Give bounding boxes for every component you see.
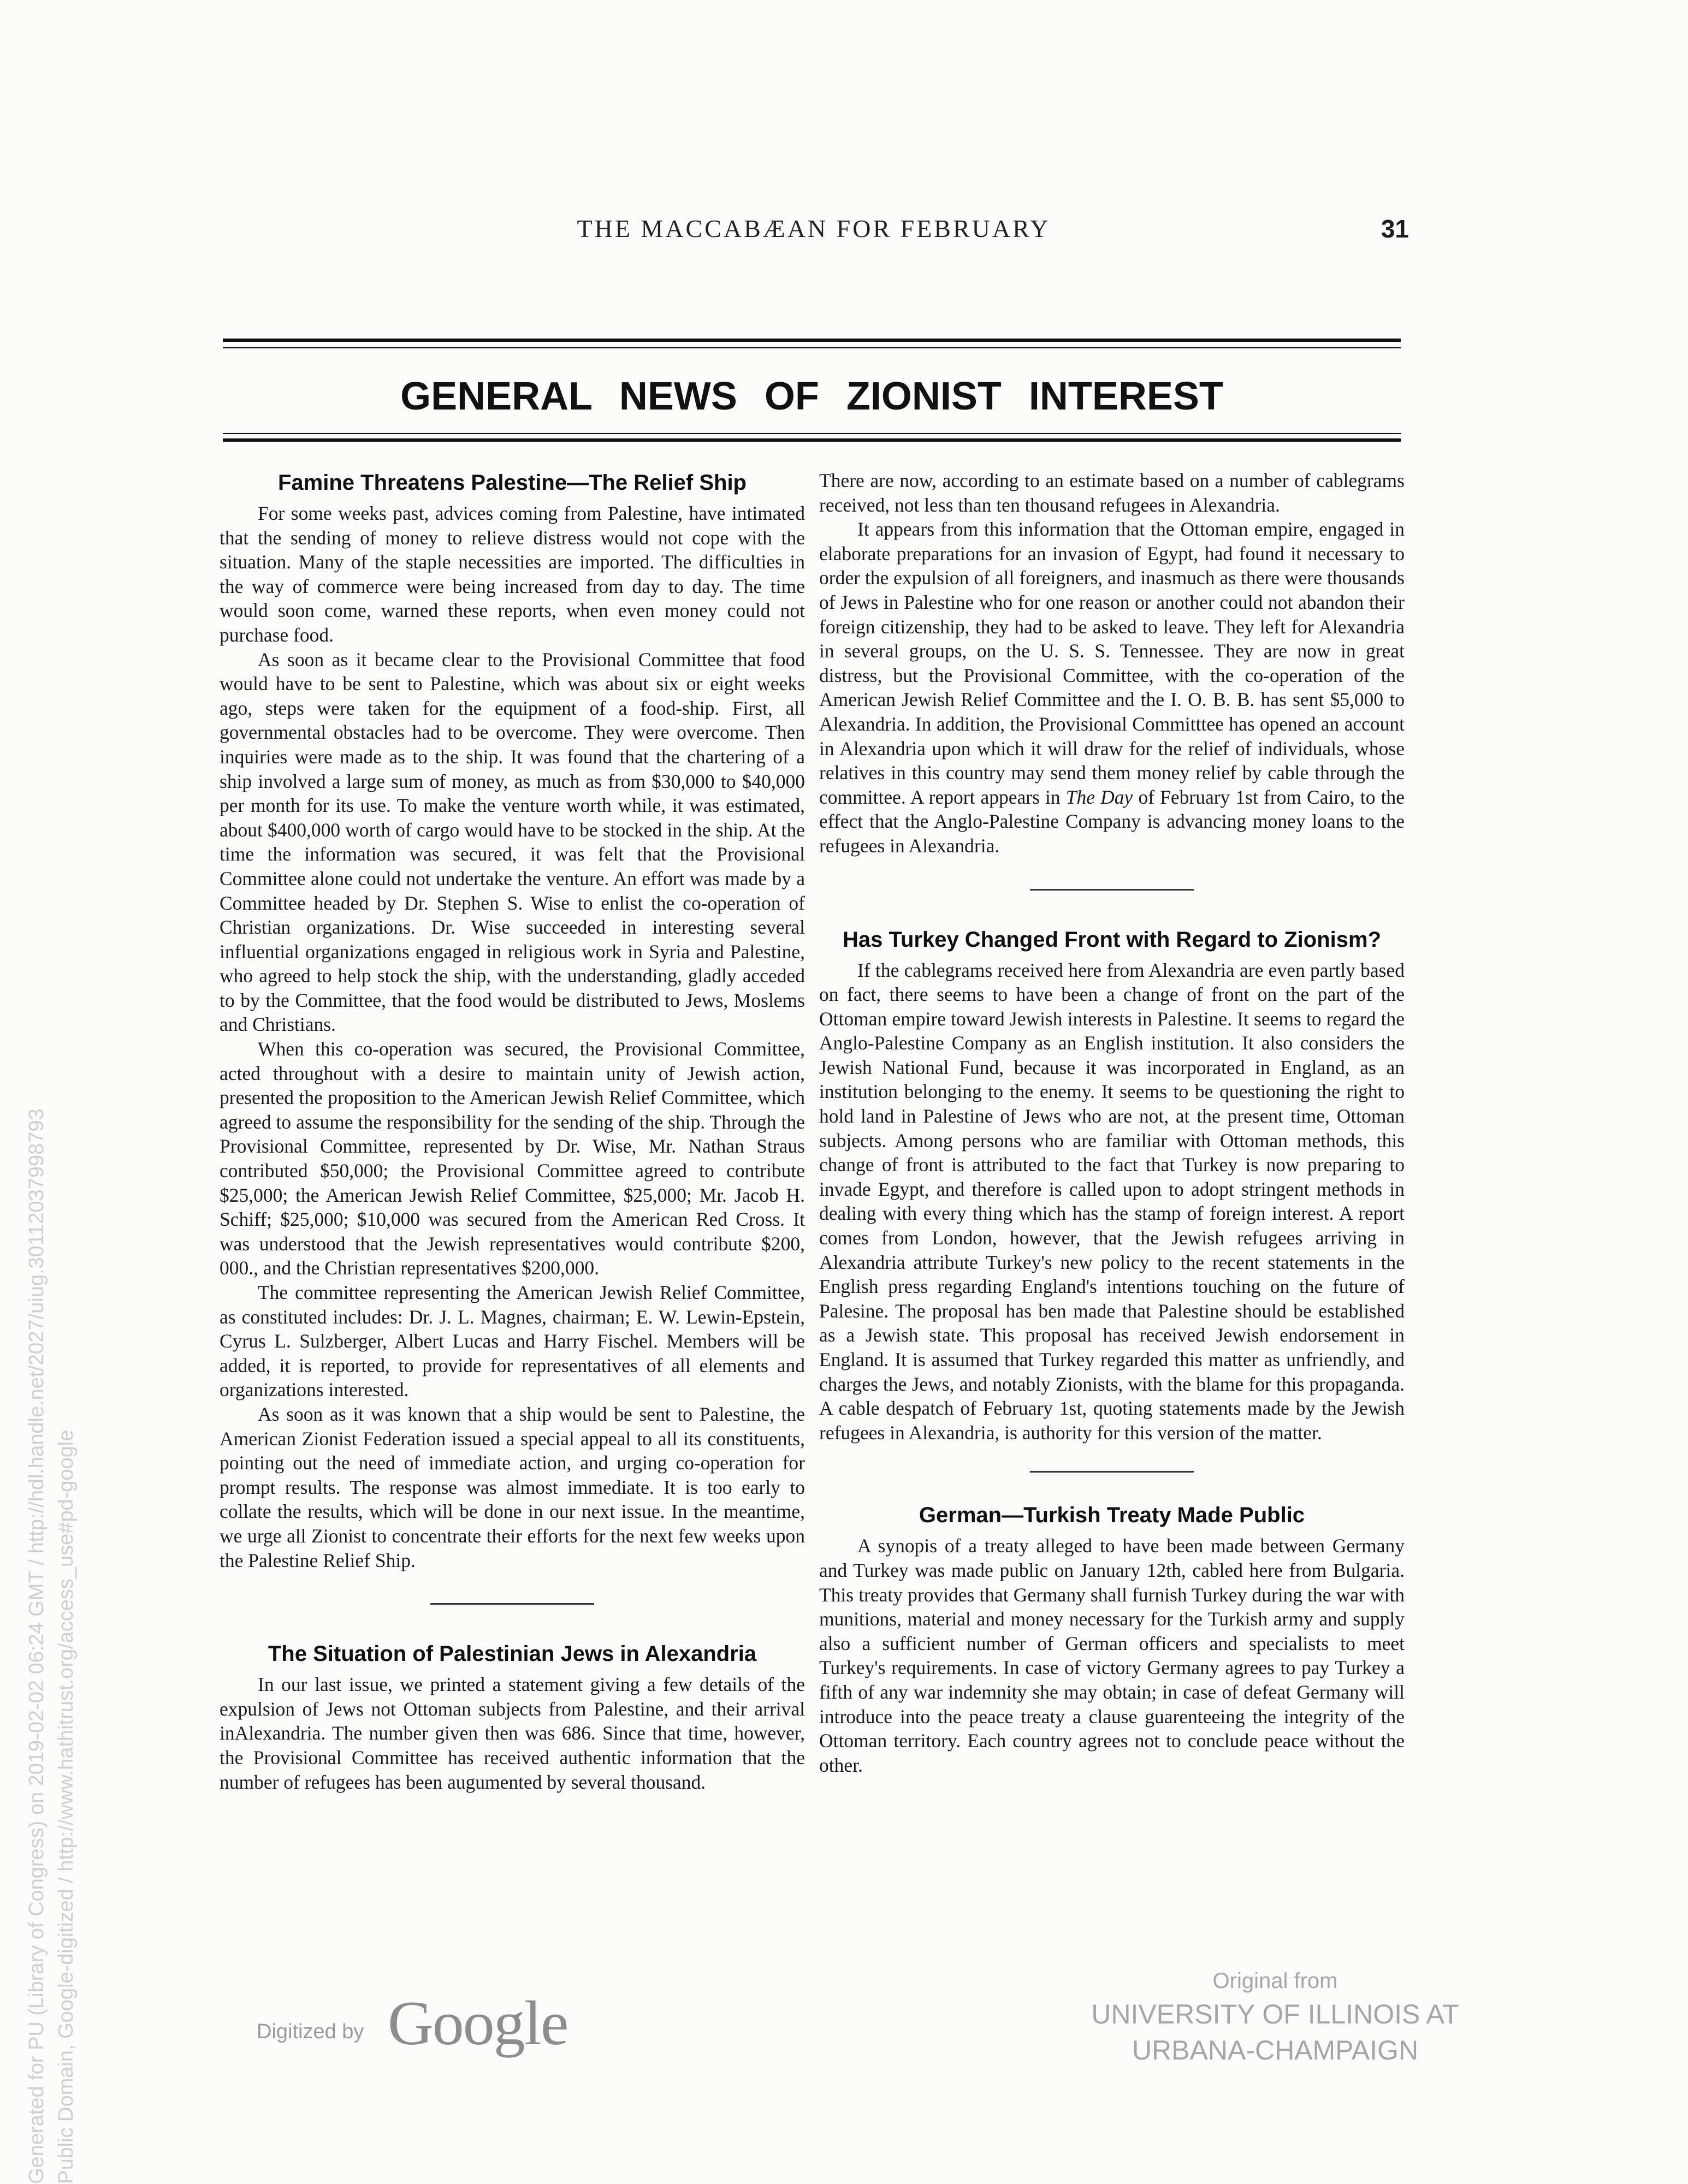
article-paragraph: The committee representing the American Jewish Relief Committee, as constituted includes: Dr. J. L. Magnes, chairman; E. W. Lewin-Epstein, Cyrus L. Sulzberger, Albert Lucas and Harry Fischel. Members will be added, it is reported, to provide for representatives of all elements and organizations interested.	[220, 1281, 805, 1401]
article-paragraph: There are now, according to an estimate based on a number of cablegrams received, not less than ten thousand refugees in Alexandria.	[819, 470, 1405, 516]
article-famine-relief-ship	[220, 468, 805, 1572]
article-heading: The Situation of Palestinian Jews in Alexandria	[268, 1642, 757, 1666]
paragraph-text: of February 1st from Cairo, to the effect that the Anglo-Palestine Company is advancing money loans to the refugees in Alexandria.	[819, 786, 1405, 857]
running-title: THE MACCABÆAN FOR FEBRUARY	[577, 215, 1051, 242]
article-separator	[1030, 889, 1194, 891]
article-separator	[430, 1603, 594, 1605]
banner-top-rule-thick	[223, 339, 1401, 342]
left-column	[220, 468, 805, 1794]
paragraph-text: It appears from this information that the Ottoman empire, engaged in elaborate preparations for an invasion of Egypt, had found it necessary to order the expulsion of all foreigners, and inasmuch as there were thousands of Jews in Palestine who for one reason or another could not abandon their foreign citizenship, they had to be asked to leave. They left for Alexandria in several groups, on the U. S. S. Tennessee. They are now in great distress, but the Provisional Committee, with the co-operation of the American Jewish Relief Committee and the I. O. B. B. has sent $5,000 to Alexandria. In addition, the Provisional Committtee has opened an account in Alexandria upon which it will draw for the relief of individuals, whose relatives in this country may send them money relief by cable through the committee. A report appears in	[819, 518, 1405, 808]
article-turkey-changed-front	[819, 925, 1405, 1445]
article-paragraph: As soon as it became clear to the Provisional Committee that food would have to be sent to Palestine, which was about six or eight weeks ago, steps were taken for the equipment of a food-ship. First, all governmental obstacles had to be overcome. They were overcome. Then inquiries were made as to the ship. It was found that the chartering of a ship involved a large sum of money, as much as from $30,000 to $40,000 per month for its use. To make the venture worth while, it was estimated, about $400,000 worth of cargo would have to be stocked in the ship. At the time the information was secured, it was felt that the Provisional Committee alone could not undertake the venture. An effort was made by a Committee headed by Dr. Stephen S. Wise to enlist the co-operation of Christian organizations. Dr. Wise succeeded in interesting several influential organizations engaged in religious work in Syria and Palestine, who agreed to help stock the ship, with the understanding, gladly acceded to by the Committee, that the food would be distributed to Jews, Moslems and Christians.	[220, 648, 805, 1036]
banner-bottom-rule-thick	[223, 438, 1401, 442]
institution-line: URBANA-CHAMPAIGN	[1132, 2035, 1419, 2066]
digitized-label: Digitized by	[257, 2020, 364, 2043]
banner-top-rule-thin	[223, 347, 1401, 348]
article-paragraph: In our last issue, we printed a statement giving a few details of the expulsion of Jews not Ottoman subjects from Palestine, and their arrival inAlexandria. The number given then was 686. Since that time, however, the Provisional Committee has received authentic information that the number of refugees has been augumented by several thousand.	[220, 1673, 805, 1793]
article-german-turkish-treaty	[819, 1501, 1405, 1777]
newspaper-title: The Day	[1065, 786, 1133, 808]
article-paragraph: When this co-operation was secured, the Provisional Committee, acted throughout with a desire to maintain unity of Jewish action, presented the proposition to the American Jewish Relief Committee, which agreed to assume the responsibility for the sending of the ship. Through the Provisional Committee, represented by Dr. Wise, Mr. Nathan Straus contributed $50,000; the Provisional Committee agreed to contribute $25,000; the American Jewish Relief Committee, $25,000; Mr. Jacob H. Schiff; $25,000; $10,000 was secured from the American Red Cross. It was understood that the Jewish representatives would contribute $200, 000., and the Christian representatives $200,000.	[220, 1038, 805, 1279]
institution-line: UNIVERSITY OF ILLINOIS AT	[1091, 1999, 1459, 2029]
article-paragraph	[819, 517, 1405, 858]
article-heading: German—Turkish Treaty Made Public	[919, 1503, 1305, 1528]
article-paragraph: As soon as it was known that a ship would be sent to Palestine, the American Zionist Federation issued a special appeal to all its constituents, pointing out the need of immediate action, and urging co-operation for prompt results. The response was almost immediate. It is too early to collate the results, which will be done in our next issue. In the meantime, we urge all Zionist to concentrate their efforts for the next few weeks upon the Palestine Relief Ship.	[220, 1403, 805, 1571]
side-watermark	[22, 764, 81, 2184]
original-from-label: Original from	[1212, 1969, 1338, 1993]
article-separator	[1030, 1471, 1194, 1473]
digitized-by-watermark	[257, 1989, 584, 2064]
banner-bottom-rule-thin	[223, 433, 1401, 434]
article-heading: Famine Threatens Palestine—The Relief Ship	[277, 471, 747, 495]
article-heading: Has Turkey Changed Front with Regard to Zionism?	[843, 927, 1381, 952]
section-banner: GENERAL NEWS OF ZIONIST INTEREST	[400, 375, 1223, 418]
side-watermark-line: Generated for PU (Library of Congress) on 2019-02-02 06:24 GMT / http://hdl.handle.net/2027/uiug.30112037998793	[25, 1108, 48, 2184]
article-paragraph: A synopis of a treaty alleged to have been made between Germany and Turkey was made public on January 12th, cabled here from Bulgaria. This treaty provides that Germany shall furnish Turkey during the war with munitions, material and money necessary for the Turkish army and supply also a sufficient number of German officers and specialists to meet Turkey's requirements. In case of victory Germany agrees to pay Turkey a fifth of any war indemnity she may obtain; in case of defeat Germany will introduce into the peace treaty a clause guarenteeing the integrity of the Ottoman territory. Each country agrees not to conclude peace without the other.	[819, 1535, 1405, 1776]
article-alexandria-situation	[220, 1640, 805, 1794]
right-column	[819, 468, 1405, 1777]
running-head	[218, 214, 1409, 258]
article-paragraph: If the cablegrams received here from Alexandria are even partly based on fact, there seems to have been a change of front on the part of the Ottoman empire toward Jewish interests in Palestine. It seems to regard the Anglo-Palestine Company as an English institution. It also considers the Jewish National Fund, because it was incorporated in England, as an institution belonging to the enemy. It seems to be questioning the right to hold land in Palestine of Jews who are not, at the present time, Ottoman subjects. Among persons who are familiar with Ottoman methods, this change of front is attributed to the fact that Turkey is now preparing to invade Egypt, and therefore is called upon to adopt stringent methods in dealing with every thing which has the stamp of foreign interest. A report comes from London, however, that the Jewish refugees arriving in Alexandria attribute Turkey's new policy to the recent statements in the English press regarding England's intentions touching on the future of Palesine. The proposal has ben made that Palestine should be established as a Jewish state. This proposal has received Jewish endorsement in England. It is assumed that Turkey regarded this matter as unfriendly, and charges the Jews, and notably Zionists, with the blame for this propaganda. A cable despatch of February 1st, quoting statements made by the Jewish refugees in Alexandria, is authority for this version of the matter.	[819, 959, 1405, 1444]
page-number: 31	[1381, 215, 1409, 243]
article-alexandria-continuation	[819, 468, 1405, 858]
article-paragraph: For some weeks past, advices coming from Palestine, have intimated that the sending of money to relieve distress would not cope with the situation. Many of the staple necessities are imported. The difficulties in the way of commerce were being increased from day to day. The time would soon come, warned these reports, when even money could not purchase food.	[220, 502, 805, 646]
google-logo: Google	[388, 1989, 568, 2058]
side-watermark-line: Public Domain, Google-digitized / http://www.hathitrust.org/access_use#pd-google	[55, 1429, 78, 2184]
original-from-watermark	[1043, 1966, 1507, 2068]
